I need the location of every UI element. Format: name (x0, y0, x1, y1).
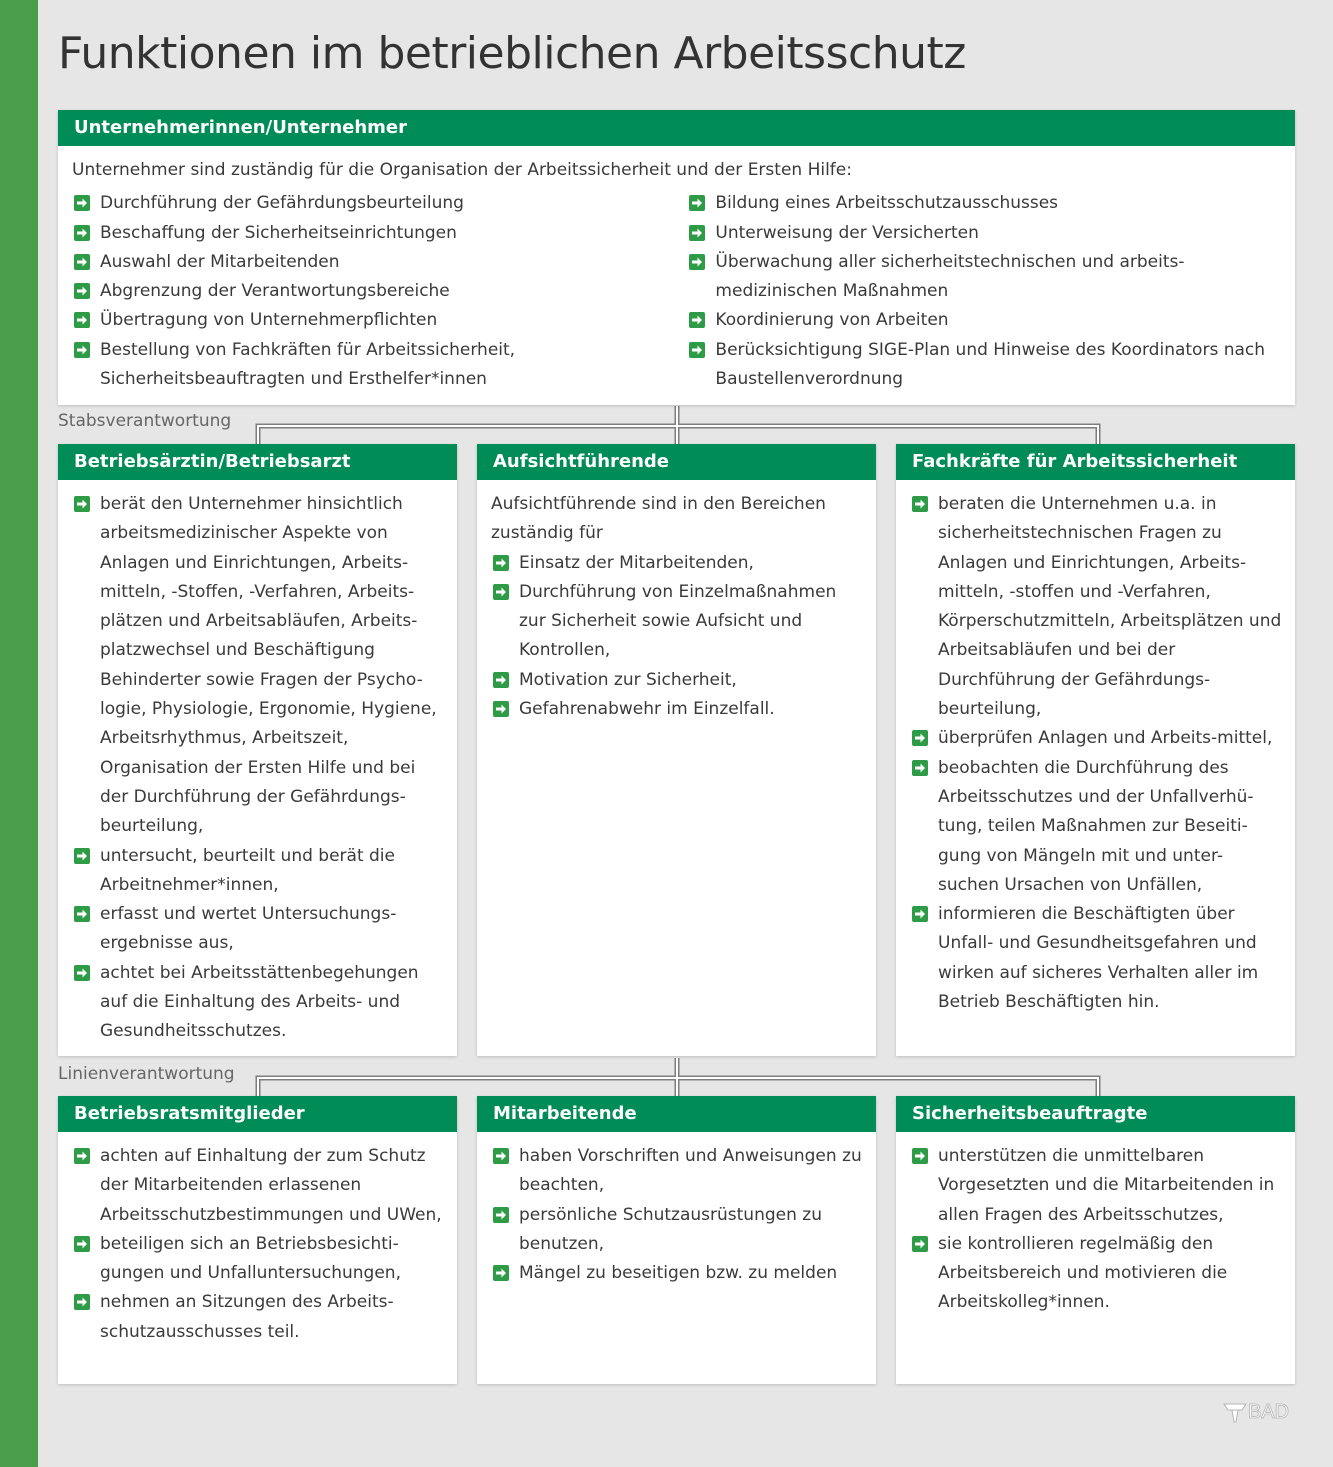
arrow-right-icon (493, 701, 509, 717)
list-item-text: untersucht, beurteilt und berät die Arbeitnehmer*innen, (100, 845, 395, 895)
list-item (72, 490, 445, 842)
staff-connector (250, 404, 1110, 444)
employees-title: Mitarbeitende (477, 1096, 876, 1132)
arrow-right-icon (912, 906, 928, 922)
list-item (72, 1142, 445, 1230)
arrow-right-icon (74, 965, 90, 981)
list-item-text: Durchführung von Einzelmaßnahmen zur Sicherheit sowie Aufsicht und Kontrollen, (519, 581, 837, 661)
list-item (491, 578, 864, 666)
arrow-right-icon (912, 1148, 928, 1164)
arrow-right-icon (912, 730, 928, 746)
list-item (910, 724, 1283, 753)
entrepreneur-title: Unternehmerinnen/Unternehmer (58, 110, 1295, 146)
arrow-right-icon (493, 555, 509, 571)
supervisors-box (477, 444, 876, 1056)
list-item-text: persönliche Schutzausrüstungen zu benutzen, (519, 1204, 822, 1254)
arrow-right-icon (912, 1236, 928, 1252)
arrow-right-icon (493, 1148, 509, 1164)
list-item-text: erfasst und wertet Untersuchungs-ergebnisse aus, (100, 904, 397, 954)
list-item (491, 1259, 864, 1288)
supervisors-intro: Aufsichtführende sind in den Bereichen zuständig für (491, 494, 826, 544)
arrow-right-icon (74, 1236, 90, 1252)
list-item (72, 306, 687, 335)
works-council-box (58, 1096, 457, 1384)
list-item-text: Bestellung von Fachkräften für Arbeitssicherheit, Sicherheitsbeauftragten und Ersthelfer*innen (100, 339, 516, 390)
arrow-right-icon (912, 496, 928, 512)
list-item (72, 842, 445, 901)
list-item-text: unterstützen die unmittelbaren Vorgesetzten und die Mitarbeitenden in allen Fragen des Arbeitsschutzes, (938, 1146, 1275, 1225)
list-item-text: Mängel zu beseitigen bzw. zu melden (519, 1263, 838, 1284)
arrow-right-icon (74, 342, 90, 358)
entrepreneur-intro: Unternehmer sind zuständig für die Organisation der Arbeitssicherheit und der Ersten Hilfe: (72, 160, 852, 180)
arrow-right-icon (689, 254, 705, 270)
entrepreneur-left-list (72, 189, 687, 394)
entrepreneur-box (58, 110, 1295, 405)
list-item (910, 490, 1283, 724)
list-item-text: Überwachung aller sicherheitstechnischen und arbeits-medizinischen Maßnahmen (715, 251, 1185, 302)
list-item-text: Motivation zur Sicherheit, (519, 669, 737, 690)
arrow-right-icon (689, 225, 705, 241)
arrow-right-icon (493, 1265, 509, 1281)
list-item (910, 1230, 1283, 1318)
list-item (72, 1288, 445, 1347)
safety-specialists-title: Fachkräfte für Arbeitssicherheit (896, 444, 1295, 480)
arrow-right-icon (74, 195, 90, 211)
works-council-title: Betriebsratsmitglieder (58, 1096, 457, 1132)
line-responsibility-label: Linienverantwortung (58, 1064, 235, 1084)
company-doctor-box (58, 444, 457, 1056)
supervisors-list (491, 549, 864, 725)
arrow-right-icon (912, 760, 928, 776)
safety-officers-title: Sicherheitsbeauftragte (896, 1096, 1295, 1132)
list-item-text: Beschaffung der Sicherheitseinrichtungen (100, 222, 457, 243)
list-item (72, 900, 445, 959)
list-item-text: Unterweisung der Versicherten (715, 222, 979, 243)
list-item (72, 336, 687, 395)
list-item-text: Durchführung der Gefährdungsbeurteilung (100, 193, 464, 214)
company-doctor-list (72, 490, 445, 1047)
list-item-text: Einsatz der Mitarbeitenden, (519, 552, 754, 573)
list-item-text: Berücksichtigung SIGE-Plan und Hinweise des Koordinators nach Baustellenverordnung (715, 339, 1266, 390)
list-item-text: beobachten die Durchführung des Arbeitsschutzes und der Unfallverhü-tung, teilen Maßnahmen zur Beseiti-gung von Mängeln mit und unter-suchen Ursachen von Unfällen, (938, 757, 1254, 895)
list-item-text: überprüfen Anlagen und Arbeits-mittel, (938, 728, 1273, 749)
arrow-right-icon (74, 1294, 90, 1310)
list-item-text: Bildung eines Arbeitsschutzausschusses (715, 193, 1059, 214)
list-item (910, 754, 1283, 900)
arrow-right-icon (74, 496, 90, 512)
list-item (72, 959, 445, 1047)
list-item-text: nehmen an Sitzungen des Arbeits-schutzausschusses teil. (100, 1292, 394, 1342)
arrow-right-icon (74, 312, 90, 328)
list-item-text: sie kontrollieren regelmäßig den Arbeitsbereich und motivieren die Arbeitskolleg*innen. (938, 1233, 1228, 1313)
list-item (491, 1201, 864, 1260)
arrow-right-icon (689, 342, 705, 358)
arrow-right-icon (74, 254, 90, 270)
safety-officers-box (896, 1096, 1295, 1384)
list-item-text: Gefahrenabwehr im Einzelfall. (519, 699, 775, 720)
list-item (687, 248, 1283, 307)
list-item (491, 549, 864, 578)
logo-text: BAD (1248, 1401, 1290, 1423)
list-item (687, 189, 1283, 218)
arrow-right-icon (689, 195, 705, 211)
safety-specialists-box (896, 444, 1295, 1056)
list-item (72, 248, 687, 277)
entrepreneur-right-list (687, 189, 1283, 394)
works-council-list (72, 1142, 445, 1347)
arrow-right-icon (74, 848, 90, 864)
arrow-right-icon (74, 906, 90, 922)
list-item-text: Übertragung von Unternehmerpflichten (100, 310, 438, 331)
safety-specialists-list (910, 490, 1283, 1017)
list-item (687, 219, 1283, 248)
list-item (72, 219, 687, 248)
safety-officers-list (910, 1142, 1283, 1318)
list-item (72, 1230, 445, 1289)
arrow-right-icon (493, 1207, 509, 1223)
list-item (72, 189, 687, 218)
arrow-right-icon (493, 584, 509, 600)
list-item (491, 1142, 864, 1201)
arrow-right-icon (74, 283, 90, 299)
line-connector (250, 1056, 1110, 1096)
staff-responsibility-label: Stabsverantwortung (58, 411, 232, 431)
employees-list (491, 1142, 864, 1288)
arrow-right-icon (493, 672, 509, 688)
supervisors-title: Aufsichtführende (477, 444, 876, 480)
list-item (910, 1142, 1283, 1230)
list-item-text: Koordinierung von Arbeiten (715, 310, 949, 331)
employees-box (477, 1096, 876, 1384)
list-item (491, 695, 864, 724)
left-accent-bar (0, 0, 38, 1467)
arrow-right-icon (74, 1148, 90, 1164)
list-item-text: haben Vorschriften und Anweisungen zu beachten, (519, 1146, 862, 1196)
list-item (910, 900, 1283, 1017)
list-item-text: beteiligen sich an Betriebsbesichti-gungen und Unfalluntersuchungen, (100, 1233, 401, 1284)
page-title: Funktionen im betrieblichen Arbeitsschutz (58, 28, 966, 79)
arrow-right-icon (689, 312, 705, 328)
list-item-text: achtet bei Arbeitsstättenbegehungen auf die Einhaltung des Arbeits- und Gesundheitsschutzes. (100, 962, 419, 1042)
list-item (72, 277, 687, 306)
bad-logo (1220, 1398, 1300, 1426)
list-item-text: informieren die Beschäftigten über Unfall- und Gesundheitsgefahren und wirken auf sicheres Verhalten aller im Betrieb Beschäftigten hin. (938, 904, 1259, 1013)
list-item-text: Abgrenzung der Verantwortungsbereiche (100, 281, 450, 302)
list-item-text: berät den Unternehmer hinsichtlich arbeitsmedizinischer Aspekte von Anlagen und Einrichtungen, Arbeits-mitteln, -Stoffen, -Verfahren, Arbeits-plätzen und Arbeitsabläufen, Arbeits-platzwechsel und Beschäftigung Behinderter sowie Fragen der Psycho-logie, Physiologie, Ergonomie, Hygiene, Arbeitsrhythmus, Arbeitszeit, Organisation der Ersten Hilfe und bei der Durchführung der Gefährdungs-beurteilung, (100, 494, 437, 837)
company-doctor-title: Betriebsärztin/Betriebsarzt (58, 444, 457, 480)
list-item (687, 306, 1283, 335)
list-item (491, 666, 864, 695)
list-item (687, 336, 1283, 395)
list-item-text: Auswahl der Mitarbeitenden (100, 251, 340, 272)
list-item-text: beraten die Unternehmen u.a. in sicherheitstechnischen Fragen zu Anlagen und Einrichtungen, Arbeits-mitteln, -stoffen und -Verfahren, Körperschutzmitteln, Arbeitsplätzen und Arbeitsabläufen und bei der Durchführung der Gefährdungs-beurteilung, (938, 494, 1282, 720)
arrow-right-icon (74, 225, 90, 241)
list-item-text: achten auf Einhaltung der zum Schutz der Mitarbeitenden erlassenen Arbeitsschutzbestimmungen und UWen, (100, 1146, 442, 1225)
